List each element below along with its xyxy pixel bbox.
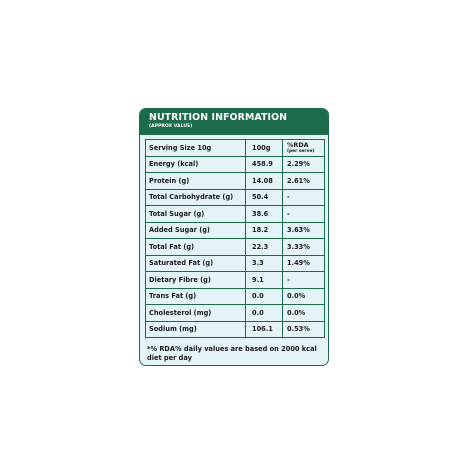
nutrient-name-cell: Total Sugar (g): [146, 206, 246, 223]
nutrient-rda-cell: -: [283, 189, 325, 206]
nutrient-name-cell: Added Sugar (g): [146, 222, 246, 239]
table-row: [146, 222, 325, 239]
nutrient-rda-cell: 2.29%: [283, 156, 325, 173]
nutrient-name-cell: Sodium (mg): [146, 321, 246, 338]
nutrient-name-cell: Dietary Fibre (g): [146, 272, 246, 289]
table-header-row: [146, 140, 325, 157]
nutrient-rda-cell: 3.33%: [283, 239, 325, 256]
nutrient-name-cell: Saturated Fat (g): [146, 255, 246, 272]
nutrient-value-cell: 14.08: [246, 173, 283, 190]
nutrient-name-cell: Total Fat (g): [146, 239, 246, 256]
table-row: [146, 156, 325, 173]
table-row: [146, 206, 325, 223]
nutrition-table: [145, 139, 325, 338]
table-row: [146, 272, 325, 289]
nutrient-value-cell: 458.9: [246, 156, 283, 173]
nutrient-value-cell: 38.6: [246, 206, 283, 223]
nutrient-name-cell: Protein (g): [146, 173, 246, 190]
table-row: [146, 173, 325, 190]
table-row: [146, 321, 325, 338]
rda-header-sublabel: (per serve): [287, 148, 315, 154]
nutrient-value-cell: 9.1: [246, 272, 283, 289]
nutrient-rda-cell: 0.53%: [283, 321, 325, 338]
amount-header-cell: 100g: [246, 140, 283, 157]
serving-size-cell: Serving Size 10g: [146, 140, 246, 157]
table-row: [146, 255, 325, 272]
nutrient-name-cell: Total Carbohydrate (g): [146, 189, 246, 206]
nutrient-value-cell: 22.3: [246, 239, 283, 256]
nutrition-label: [139, 108, 329, 366]
rda-header-cell: [283, 140, 325, 157]
nutrient-name-cell: Cholesterol (mg): [146, 305, 246, 322]
nutrient-rda-cell: 3.63%: [283, 222, 325, 239]
rda-footnote: *% RDA% daily values are based on 2000 kcal diet per day: [147, 345, 317, 362]
nutrient-name-cell: Energy (kcal): [146, 156, 246, 173]
nutrient-rda-cell: 0.0%: [283, 305, 325, 322]
table-row: [146, 305, 325, 322]
nutrient-value-cell: 18.2: [246, 222, 283, 239]
nutrient-rda-cell: -: [283, 206, 325, 223]
nutrient-name-cell: Trans Fat (g): [146, 288, 246, 305]
nutrition-header: [140, 109, 328, 135]
nutrient-rda-cell: -: [283, 272, 325, 289]
nutrient-rda-cell: 0.0%: [283, 288, 325, 305]
nutrient-rda-cell: 1.49%: [283, 255, 325, 272]
rda-header-label: %RDA: [287, 140, 309, 149]
nutrient-value-cell: 106.1: [246, 321, 283, 338]
table-row: [146, 239, 325, 256]
table-row: [146, 288, 325, 305]
nutrient-value-cell: 0.0: [246, 305, 283, 322]
nutrition-title: NUTRITION INFORMATION: [149, 112, 288, 123]
nutrition-subtitle: (APPROX VALUE): [149, 124, 193, 129]
table-row: [146, 189, 325, 206]
nutrient-rda-cell: 2.61%: [283, 173, 325, 190]
nutrient-value-cell: 50.4: [246, 189, 283, 206]
nutrient-value-cell: 3.3: [246, 255, 283, 272]
nutrient-value-cell: 0.0: [246, 288, 283, 305]
